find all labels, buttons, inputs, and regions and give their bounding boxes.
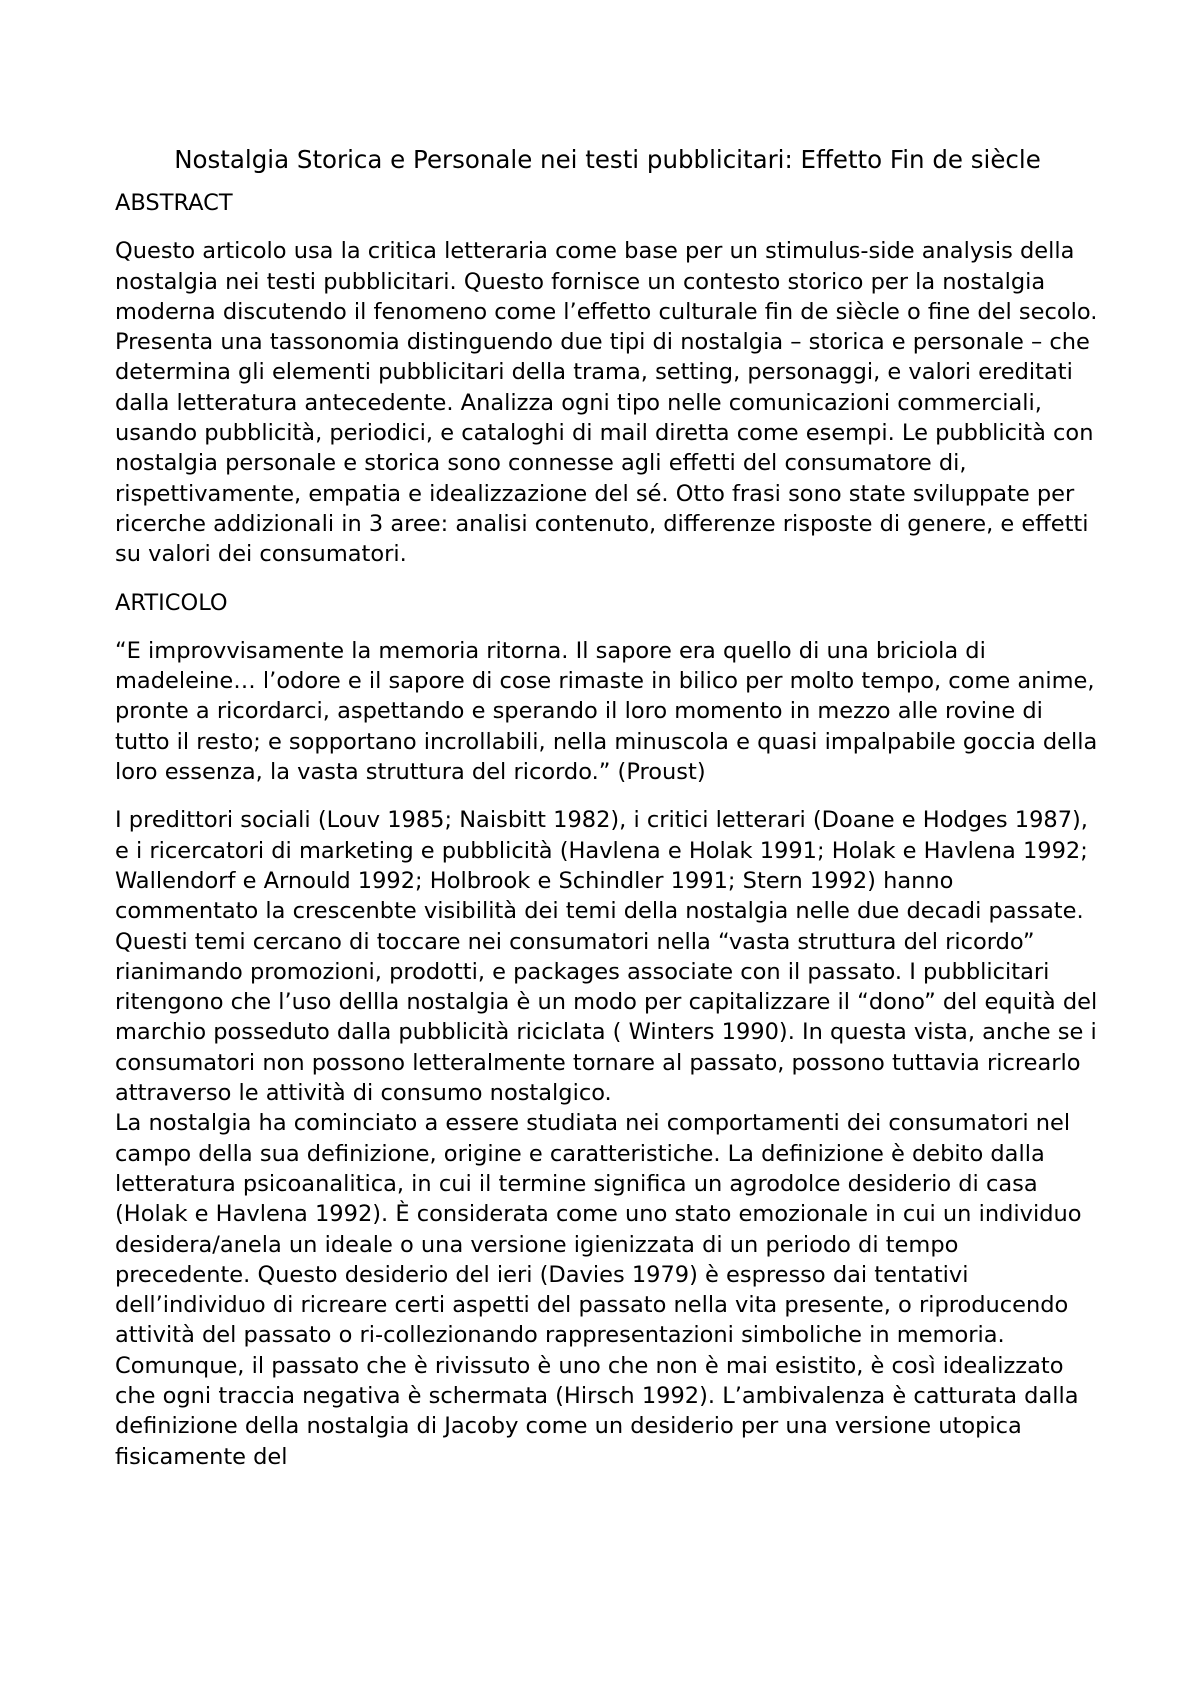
abstract-paragraph: Questo articolo usa la critica letteraria come base per un stimulus-side analysis della nostalgia nei testi pubblicitari. Questo fornisce un contesto storico per la nostalgia moderna discutendo il fenomeno come l’effetto culturale fin de siècle o fine del secolo. Presenta una tassonomia distinguendo due tipi di nostalgia – storica e personale – che determina gli elementi pubblicitari della trama, setting, personaggi, e valori ereditati dalla letteratura antecedente. Analizza ogni tipo nelle comunicazioni commerciali, usando pubblicità, periodici, e cataloghi di mail diretta come esempi. Le pubblicità con nostalgia personale e storica sono connesse agli effetti del consumatore di, rispettivamente, empatia e idealizzazione del sé. Otto frasi sono state sviluppate per ricerche addizionali in 3 aree: analisi contenuto, differenze risposte di genere, e effetti su valori dei consumatori. xyxy=(115,238,1098,568)
document-title: Nostalgia Storica e Personale nei testi pubblicitari: Effetto Fin de siècle xyxy=(174,145,1041,174)
abstract-heading: ABSTRACT xyxy=(115,190,233,216)
proust-quote: “E improvvisamente la memoria ritorna. Il sapore era quello di una briciola di madeleine… l’odore e il sapore di cose rimaste in bilico per molto tempo, come anime, pronte a ricordarci, aspettando e sperando il loro momento in mezzo alle rovine di tutto il resto; e sopportano incrollabili, nella minuscola e quasi impalpabile goccia della loro essenza, la vasta struttura del ricordo.” (Proust) xyxy=(115,637,1098,786)
document-page xyxy=(115,142,1100,1472)
article-paragraph-1: I predittori sociali (Louv 1985; Naisbitt 1982), i critici letterari (Doane e Hodges 1987), e i ricercatori di marketing e pubblicità (Havlena e Holak 1991; Holak e Havlena 1992; Wallendorf e Arnould 1992; Holbrook e Schindler 1991; Stern 1992) hanno commentato la crescenbte visibilità dei temi della nostalgia nelle due decadi passate. Questi temi cercano di toccare nei consumatori nella “vasta struttura del ricordo” rianimando promozioni, prodotti, e packages associate con il passato. I pubblicitari ritengono che l’uso dellla nostalgia è un modo per capitalizzare il “dono” del equità del marchio posseduto dalla pubblicità riciclata ( Winters 1990). In questa vista, anche se i consumatori non possono letteralmente tornare al passato, possono tuttavia ricrearlo attraverso le attività di consumo nostalgico. xyxy=(115,807,1098,1107)
article-heading: ARTICOLO xyxy=(115,589,228,616)
article-paragraph-2: La nostalgia ha cominciato a essere studiata nei comportamenti dei consumatori nel campo della sua definizione, origine e caratteristiche. La definizione è debito dalla letteratura psicoanalitica, in cui il termine significa un agrodolce desiderio di casa (Holak e Havlena 1992). È considerata come uno stato emozionale in cui un individuo desidera/anela un ideale o una versione igienizzata di un periodo di tempo precedente. Questo desiderio del ieri (Davies 1979) è espresso dai tentativi dell’individuo di ricreare certi aspetti del passato nella vita presente, o riproducendo attività del passato o ri-collezionando rappresentazioni simboliche in memoria. Comunque, il passato che è rivissuto è uno che non è mai esistito, è così idealizzato che ogni traccia negativa è schermata (Hirsch 1992). L’ambivalenza è catturata dalla definizione della nostalgia di Jacoby come un desiderio per una versione utopica fisicamente del xyxy=(115,1110,1082,1470)
